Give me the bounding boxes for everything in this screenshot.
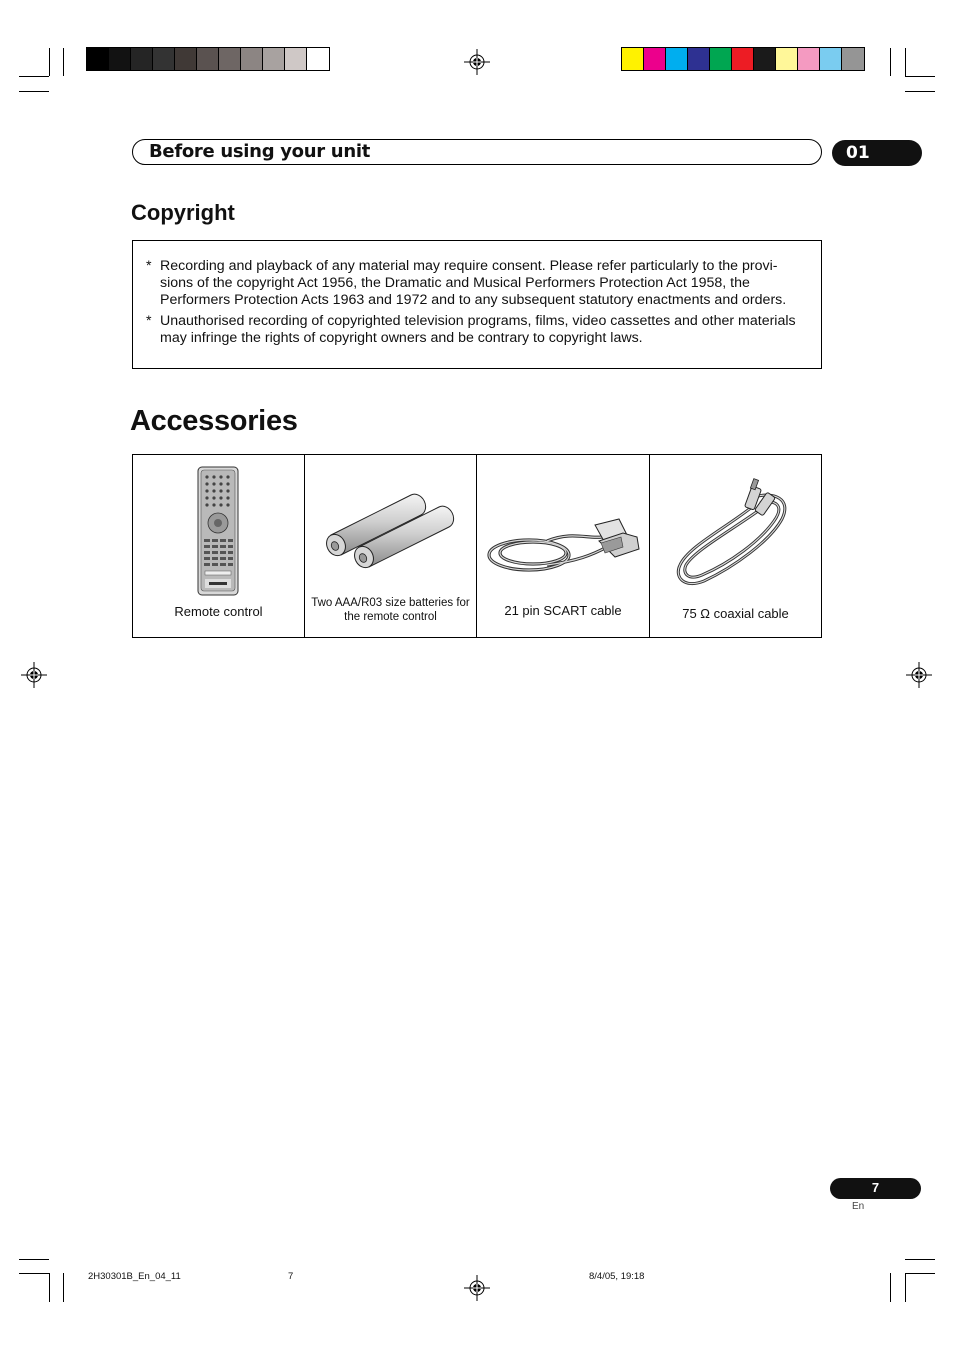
scart-cable-icon [487, 517, 642, 579]
bullet-marker: * [146, 258, 152, 274]
batteries-icon [321, 489, 455, 573]
color-swatch [285, 48, 307, 70]
color-swatch [820, 48, 842, 70]
accessory-label: Remote control [174, 604, 263, 619]
accessories-heading: Accessories [130, 405, 298, 437]
color-swatch [241, 48, 263, 70]
color-swatch [109, 48, 131, 70]
accessory-label: Two AAA/R03 size batteries for the remote control [311, 597, 470, 623]
accessory-cell [133, 455, 305, 637]
color-swatch [622, 48, 644, 70]
color-swatch [754, 48, 776, 70]
bullet-marker: * [146, 313, 152, 329]
chapter-badge [832, 140, 922, 166]
accessory-label: 75 Ω coaxial cable [682, 606, 789, 621]
registration-mark-icon [464, 49, 490, 75]
chapter-number: 01 [846, 143, 870, 163]
slug-page: 7 [288, 1271, 294, 1282]
coaxial-cable-icon [674, 477, 792, 589]
color-swatch [688, 48, 710, 70]
slug-datetime: 8/4/05, 19:18 [589, 1271, 645, 1282]
registration-mark-icon [21, 662, 47, 688]
gray-scale-bar [86, 47, 330, 71]
color-swatch [732, 48, 754, 70]
color-swatch [87, 48, 109, 70]
accessory-cell [477, 455, 650, 637]
page-language: En [852, 1201, 865, 1212]
process-color-bar [621, 47, 865, 71]
accessory-cell [305, 455, 477, 637]
color-swatch [644, 48, 666, 70]
registration-mark-icon [906, 662, 932, 688]
accessory-cell [650, 455, 821, 637]
section-header [132, 139, 822, 165]
copyright-heading: Copyright [131, 200, 235, 225]
page-number-badge [830, 1178, 921, 1199]
slug-job-id: 2H30301B_En_04_11 [88, 1271, 181, 1282]
accessory-label: 21 pin SCART cable [504, 603, 622, 618]
remote-control-icon [197, 466, 241, 597]
color-swatch [219, 48, 241, 70]
registration-mark-icon [464, 1275, 490, 1301]
color-swatch [842, 48, 864, 70]
color-swatch [776, 48, 798, 70]
color-swatch [666, 48, 688, 70]
color-swatch [710, 48, 732, 70]
color-swatch [175, 48, 197, 70]
color-swatch [798, 48, 820, 70]
copyright-note-text: Unauthorised recording of copyrighted television programs, films, video cassettes and other materials may infringe the rights of copyright owners and be contrary to copyright laws. [160, 313, 796, 346]
copyright-notice-box [132, 240, 822, 369]
copyright-note-text: Recording and playback of any material may require consent. Please refer particularly to the provi- sions of the copyright Act 1956, the Dramatic and Musical Performers Protection Act 1958, the Performers Protection Acts 1963 and 1972 and to any subsequent statutory enactments and orders. [160, 258, 787, 308]
color-swatch [131, 48, 153, 70]
color-swatch [263, 48, 285, 70]
color-swatch [197, 48, 219, 70]
section-title: Before using your unit [149, 141, 371, 162]
page-number: 7 [871, 1180, 880, 1195]
color-swatch [153, 48, 175, 70]
color-swatch [307, 48, 329, 70]
accessories-table [132, 454, 822, 638]
